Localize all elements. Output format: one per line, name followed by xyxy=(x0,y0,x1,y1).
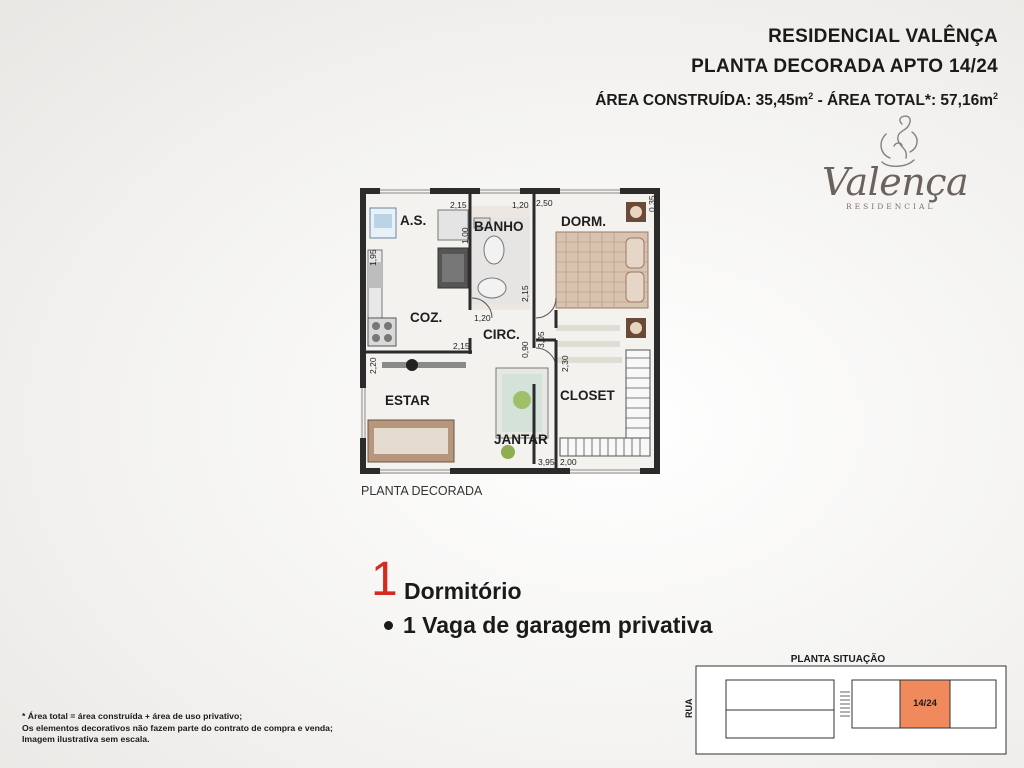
area-info xyxy=(595,82,998,115)
site-plan-title: PLANTA SITUAÇÃO xyxy=(790,654,886,665)
header xyxy=(595,22,998,115)
room-label-as: A.S. xyxy=(400,213,427,228)
dim-coz-height: 1,95 xyxy=(368,249,378,266)
plan-caption: PLANTA DECORADA xyxy=(361,484,483,498)
valenca-logo xyxy=(816,112,969,216)
dim-circ-width: 1,20 xyxy=(474,313,491,323)
sup-1: 2 xyxy=(808,91,814,101)
street-label: RUA xyxy=(684,698,694,718)
unit-label: 14/24 xyxy=(913,698,937,709)
dim-closet-width: 2,00 xyxy=(560,457,577,467)
dim-dorm-side: 0,35 xyxy=(647,195,657,212)
dim-as-width: 2,15 xyxy=(450,200,467,210)
dim-closet-height: 2,30 xyxy=(560,355,570,372)
floor-plan xyxy=(360,188,660,474)
room-label-closet: CLOSET xyxy=(560,388,615,403)
room-label-banho: BANHO xyxy=(474,219,524,234)
feature-number: 1 xyxy=(371,553,398,606)
area-total: - ÁREA TOTAL*: 57,16m xyxy=(813,92,993,110)
room-label-coz: COZ. xyxy=(410,310,443,325)
room-label-circ: CIRC. xyxy=(483,327,520,342)
plan-subtitle: PLANTA DECORADA APTO 14/24 xyxy=(691,56,998,77)
room-label-jantar: JANTAR xyxy=(494,432,548,447)
logo-wordmark: Valença xyxy=(822,160,969,204)
sup-2: 2 xyxy=(992,91,998,101)
dim-circ-height-2: 3,05 xyxy=(536,331,546,348)
note-line: * Área total = área construída + área de uso privativo; xyxy=(22,711,243,721)
dim-as-height: 1,00 xyxy=(460,227,470,244)
dim-banho-width: 1,20 xyxy=(512,200,529,210)
bullet-icon xyxy=(384,621,393,630)
room-label-estar: ESTAR xyxy=(385,393,430,408)
site-plan-drawing xyxy=(666,652,1010,756)
project-title: RESIDENCIAL VALÊNÇA xyxy=(768,26,998,47)
feature-parking-label: 1 Vaga de garagem privativa xyxy=(403,612,713,638)
room-label-dorm: DORM. xyxy=(561,214,606,229)
dim-coz-width: 2,15 xyxy=(453,341,470,351)
dim-circ-height: 0,90 xyxy=(520,341,530,358)
site-plan xyxy=(666,652,1010,756)
dim-banho-height: 2,15 xyxy=(520,285,530,302)
area-built: ÁREA CONSTRUÍDA: 35,45m xyxy=(595,92,809,110)
dim-jantar-width: 3,95 xyxy=(538,457,555,467)
feature-parking xyxy=(384,612,712,639)
feature-bedrooms: Dormitório xyxy=(404,578,522,604)
dim-dorm-width: 2,50 xyxy=(536,198,553,208)
logo-subtext: RESIDENCIAL xyxy=(846,202,936,211)
note-line: Os elementos decorativos não fazem parte do contrato de compra e venda; xyxy=(22,722,333,733)
dim-estar-height: 2,20 xyxy=(368,357,378,374)
footnotes xyxy=(22,711,333,746)
note-line: Imagem ilustrativa sem escala. xyxy=(22,734,150,744)
